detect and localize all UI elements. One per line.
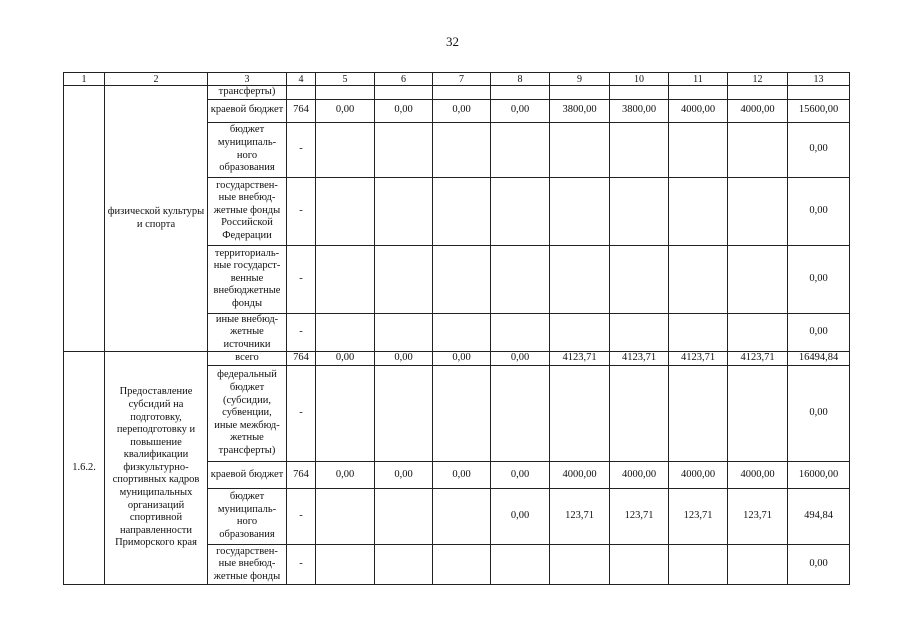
value-cell-col11 [669, 313, 728, 352]
table-row [64, 86, 850, 100]
value-cell-col9 [550, 122, 610, 177]
value-cell-col7: 0,00 [433, 352, 491, 366]
value-cell-col7 [433, 313, 491, 352]
value-cell-col6 [375, 177, 433, 245]
item-code [64, 86, 105, 352]
value-cell-col6 [375, 544, 433, 584]
value-cell-col8: 0,00 [491, 488, 550, 544]
value-cell-col5: 0,00 [316, 99, 375, 122]
value-cell-col4: - [287, 488, 316, 544]
value-cell-col11 [669, 365, 728, 461]
value-cell-col4: - [287, 544, 316, 584]
column-number: 8 [491, 73, 550, 86]
value-cell-col10 [610, 86, 669, 100]
value-cell-col9 [550, 544, 610, 584]
value-cell-col10 [610, 365, 669, 461]
value-cell-col5 [316, 488, 375, 544]
item-name: физической культуры и спорта [105, 86, 208, 352]
value-cell-col11: 4123,71 [669, 352, 728, 366]
value-cell-col10 [610, 544, 669, 584]
value-cell-col8 [491, 177, 550, 245]
value-cell-col8 [491, 122, 550, 177]
value-cell-col4: - [287, 245, 316, 313]
value-cell-col10 [610, 177, 669, 245]
value-cell-col12: 4123,71 [728, 352, 788, 366]
value-cell-col12: 4000,00 [728, 99, 788, 122]
value-cell-col11 [669, 544, 728, 584]
value-cell-col13: 15600,00 [788, 99, 850, 122]
column-number: 13 [788, 73, 850, 86]
value-cell-col9: 3800,00 [550, 99, 610, 122]
value-cell-col6: 0,00 [375, 99, 433, 122]
value-cell-col12 [728, 544, 788, 584]
column-number: 10 [610, 73, 669, 86]
value-cell-col9 [550, 245, 610, 313]
value-cell-col10: 4123,71 [610, 352, 669, 366]
value-cell-col10 [610, 313, 669, 352]
page-number: 32 [446, 34, 459, 49]
value-cell-col4: - [287, 177, 316, 245]
value-cell-col6: 0,00 [375, 352, 433, 366]
value-cell-col11: 123,71 [669, 488, 728, 544]
column-number: 12 [728, 73, 788, 86]
value-cell-col8 [491, 544, 550, 584]
value-cell-col12 [728, 86, 788, 100]
column-number: 1 [64, 73, 105, 86]
table-row [64, 352, 850, 366]
value-cell-col11 [669, 86, 728, 100]
value-cell-col7 [433, 245, 491, 313]
value-cell-col6 [375, 365, 433, 461]
value-cell-col9: 4000,00 [550, 461, 610, 488]
value-cell-col6: 0,00 [375, 461, 433, 488]
funding-source: краевой бюджет [208, 99, 287, 122]
value-cell-col11: 4000,00 [669, 99, 728, 122]
value-cell-col6 [375, 245, 433, 313]
value-cell-col9 [550, 86, 610, 100]
value-cell-col11: 4000,00 [669, 461, 728, 488]
value-cell-col6 [375, 488, 433, 544]
column-number: 7 [433, 73, 491, 86]
value-cell-col13: 16494,84 [788, 352, 850, 366]
value-cell-col5: 0,00 [316, 461, 375, 488]
value-cell-col5 [316, 86, 375, 100]
value-cell-col10: 3800,00 [610, 99, 669, 122]
value-cell-col13: 0,00 [788, 177, 850, 245]
funding-source: территориаль-ные государст-венные внебюджетные фонды [208, 245, 287, 313]
value-cell-col9: 4123,71 [550, 352, 610, 366]
value-cell-col10: 123,71 [610, 488, 669, 544]
value-cell-col5 [316, 313, 375, 352]
value-cell-col9 [550, 177, 610, 245]
column-number: 6 [375, 73, 433, 86]
value-cell-col7 [433, 365, 491, 461]
value-cell-col9 [550, 313, 610, 352]
value-cell-col4: - [287, 313, 316, 352]
funding-source: иные внебюд-жетные источники [208, 313, 287, 352]
value-cell-col13: 0,00 [788, 313, 850, 352]
funding-source: государствен-ные внебюд-жетные фонды [208, 544, 287, 584]
value-cell-col7 [433, 122, 491, 177]
value-cell-col13: 0,00 [788, 245, 850, 313]
value-cell-col4: - [287, 122, 316, 177]
value-cell-col11 [669, 245, 728, 313]
value-cell-col8: 0,00 [491, 99, 550, 122]
column-number: 11 [669, 73, 728, 86]
value-cell-col11 [669, 177, 728, 245]
column-number-row [64, 73, 850, 86]
value-cell-col12: 4000,00 [728, 461, 788, 488]
table-body [64, 73, 850, 585]
value-cell-col11 [669, 122, 728, 177]
value-cell-col8 [491, 365, 550, 461]
value-cell-col10: 4000,00 [610, 461, 669, 488]
value-cell-col8 [491, 86, 550, 100]
value-cell-col13: 0,00 [788, 544, 850, 584]
value-cell-col7 [433, 488, 491, 544]
value-cell-col10 [610, 122, 669, 177]
value-cell-col4: 764 [287, 461, 316, 488]
value-cell-col4 [287, 86, 316, 100]
value-cell-col7: 0,00 [433, 99, 491, 122]
value-cell-col12 [728, 313, 788, 352]
value-cell-col7 [433, 86, 491, 100]
value-cell-col4: 764 [287, 352, 316, 366]
value-cell-col8: 0,00 [491, 461, 550, 488]
value-cell-col12: 123,71 [728, 488, 788, 544]
value-cell-col5 [316, 245, 375, 313]
value-cell-col13 [788, 86, 850, 100]
value-cell-col4: 764 [287, 99, 316, 122]
value-cell-col13: 16000,00 [788, 461, 850, 488]
value-cell-col7 [433, 177, 491, 245]
budget-table [63, 72, 850, 585]
value-cell-col6 [375, 313, 433, 352]
value-cell-col8: 0,00 [491, 352, 550, 366]
column-number: 4 [287, 73, 316, 86]
value-cell-col5: 0,00 [316, 352, 375, 366]
value-cell-col12 [728, 365, 788, 461]
value-cell-col4: - [287, 365, 316, 461]
value-cell-col8 [491, 245, 550, 313]
value-cell-col13: 0,00 [788, 365, 850, 461]
value-cell-col13: 0,00 [788, 122, 850, 177]
value-cell-col10 [610, 245, 669, 313]
item-name: Предоставление субсидий на подготовку, переподготовку и повышение квалификации физкультурно-спортивных кадров муниципальных организаций спортивной направленности Приморского края [105, 352, 208, 585]
funding-source: бюджет муниципаль-ного образования [208, 122, 287, 177]
funding-source: всего [208, 352, 287, 366]
funding-source: трансферты) [208, 86, 287, 100]
column-number: 3 [208, 73, 287, 86]
column-number: 5 [316, 73, 375, 86]
value-cell-col9 [550, 365, 610, 461]
value-cell-col12 [728, 122, 788, 177]
value-cell-col5 [316, 544, 375, 584]
value-cell-col9: 123,71 [550, 488, 610, 544]
value-cell-col13: 494,84 [788, 488, 850, 544]
value-cell-col7 [433, 544, 491, 584]
value-cell-col12 [728, 177, 788, 245]
funding-source: государствен-ные внебюд-жетные фонды Российской Федерации [208, 177, 287, 245]
funding-source: федеральный бюджет (субсидии, субвенции, иные межбюд-жетные трансферты) [208, 365, 287, 461]
value-cell-col6 [375, 86, 433, 100]
funding-source: краевой бюджет [208, 461, 287, 488]
column-number: 2 [105, 73, 208, 86]
item-code: 1.6.2. [64, 352, 105, 585]
value-cell-col5 [316, 365, 375, 461]
value-cell-col7: 0,00 [433, 461, 491, 488]
column-number: 9 [550, 73, 610, 86]
funding-source: бюджет муниципаль-ного образования [208, 488, 287, 544]
value-cell-col5 [316, 122, 375, 177]
value-cell-col5 [316, 177, 375, 245]
value-cell-col12 [728, 245, 788, 313]
value-cell-col8 [491, 313, 550, 352]
value-cell-col6 [375, 122, 433, 177]
